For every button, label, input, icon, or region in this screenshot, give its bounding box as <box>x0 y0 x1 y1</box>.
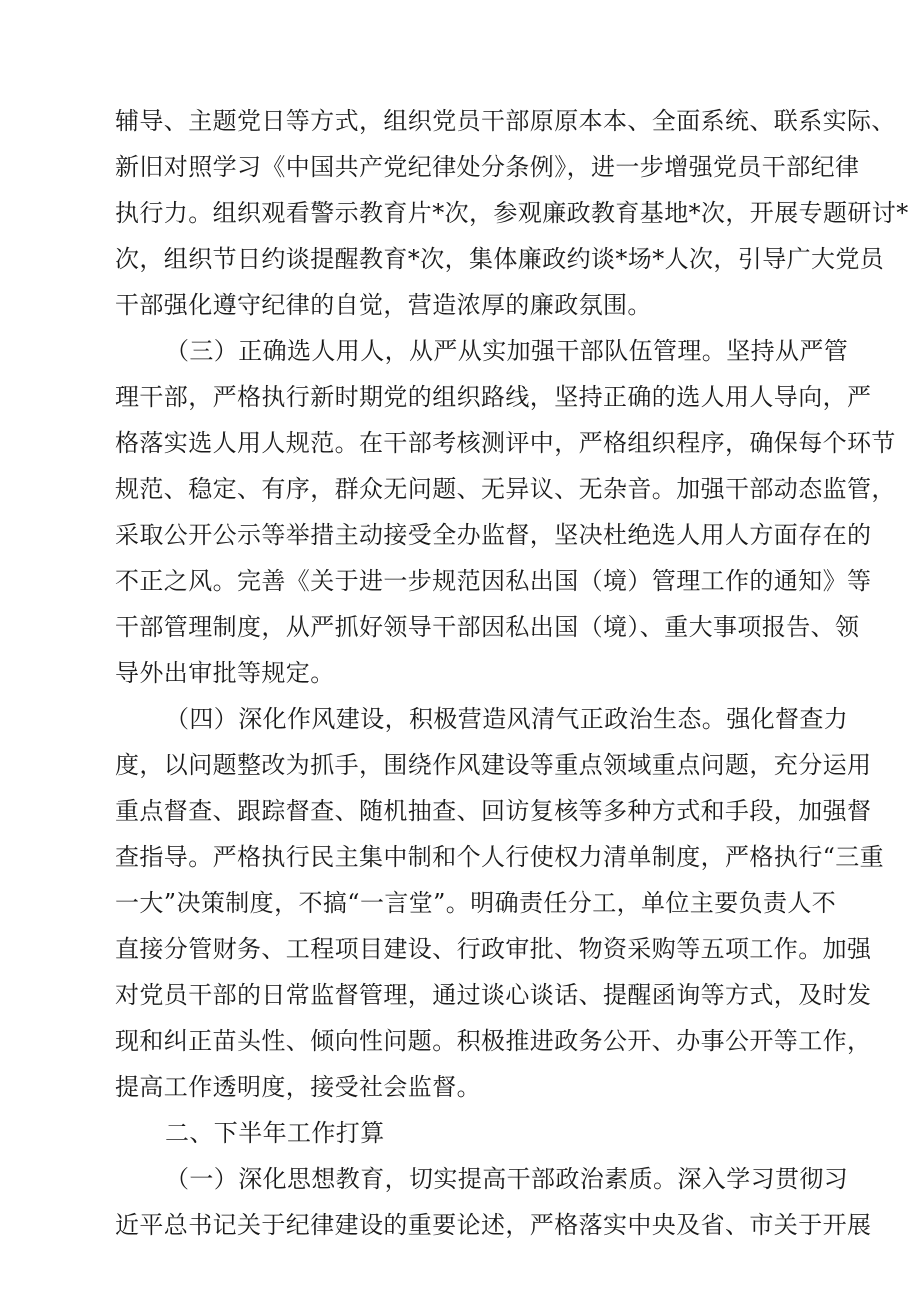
section-heading: 二、下半年工作打算 <box>165 1119 385 1147</box>
paragraph-line: 查指导。严格执行民主集中制和个人行使权力清单制度，严格执行“三重 <box>115 843 885 871</box>
paragraph-line: 规范、稳定、有序，群众无问题、无异议、无杂音。加强干部动态监管， <box>115 475 896 503</box>
paragraph-line: 一大”决策制度，不搞“一言堂”。明确责任分工，单位主要负责人不 <box>115 889 837 917</box>
paragraph-line: 现和纠正苗头性、倾向性问题。积极推进政务公开、办事公开等工作， <box>115 1027 872 1055</box>
paragraph-line: 提高工作透明度，接受社会监督。 <box>115 1073 481 1101</box>
paragraph-line: 直接分管财务、工程项目建设、行政审批、物资采购等五项工作。加强 <box>115 935 872 963</box>
paragraph-line: 新旧对照学习《中国共产党纪律处分条例》，进一步增强党员干部纪律 <box>115 153 860 181</box>
paragraph-line: 辅导、主题党日等方式，组织党员干部原原本本、全面系统、联系实际、 <box>115 107 896 135</box>
paragraph-line: 近平总书记关于纪律建设的重要论述，严格落实中央及省、市关于开展 <box>115 1211 872 1239</box>
paragraph-line: （三）正确选人用人，从严从实加强干部队伍管理。坚持从严管 <box>165 337 849 365</box>
paragraph-line: 采取公开公示等举措主动接受全办监督，坚决杜绝选人用人方面存在的 <box>115 521 872 549</box>
paragraph-line: 次，组织节日约谈提醒教育*次，集体廉政约谈*场*人次，引导广大党员 <box>115 245 885 273</box>
paragraph-line: 不正之风。完善《关于进一步规范因私出国（境）管理工作的通知》等 <box>115 567 872 595</box>
paragraph-line: 度，以问题整改为抓手，围绕作风建设等重点领域重点问题，充分运用 <box>115 751 872 779</box>
document-body <box>115 98 909 1248</box>
paragraph-line: 执行力。组织观看警示教育片*次，参观廉政教育基地*次，开展专题研讨* <box>115 199 909 227</box>
paragraph-line: 重点督查、跟踪督查、随机抽查、回访复核等多种方式和手段，加强督 <box>115 797 872 825</box>
paragraph-line: 干部管理制度，从严抓好领导干部因私出国（境）、重大事项报告、领 <box>115 613 860 641</box>
paragraph-line: 格落实选人用人规范。在干部考核测评中，严格组织程序，确保每个环节 <box>115 429 896 457</box>
paragraph-line: （一）深化思想教育，切实提高干部政治素质。深入学习贯彻习 <box>165 1165 849 1193</box>
paragraph-line: （四）深化作风建设，积极营造风清气正政治生态。强化督查力 <box>165 705 849 733</box>
paragraph-line: 干部强化遵守纪律的自觉，营造浓厚的廉政氛围。 <box>115 291 652 319</box>
paragraph-line: 理干部，严格执行新时期党的组织路线，坚持正确的选人用人导向，严 <box>115 383 872 411</box>
paragraph-line: 对党员干部的日常监督管理，通过谈心谈话、提醒函询等方式，及时发 <box>115 981 872 1009</box>
paragraph-line: 导外出审批等规定。 <box>115 659 335 687</box>
